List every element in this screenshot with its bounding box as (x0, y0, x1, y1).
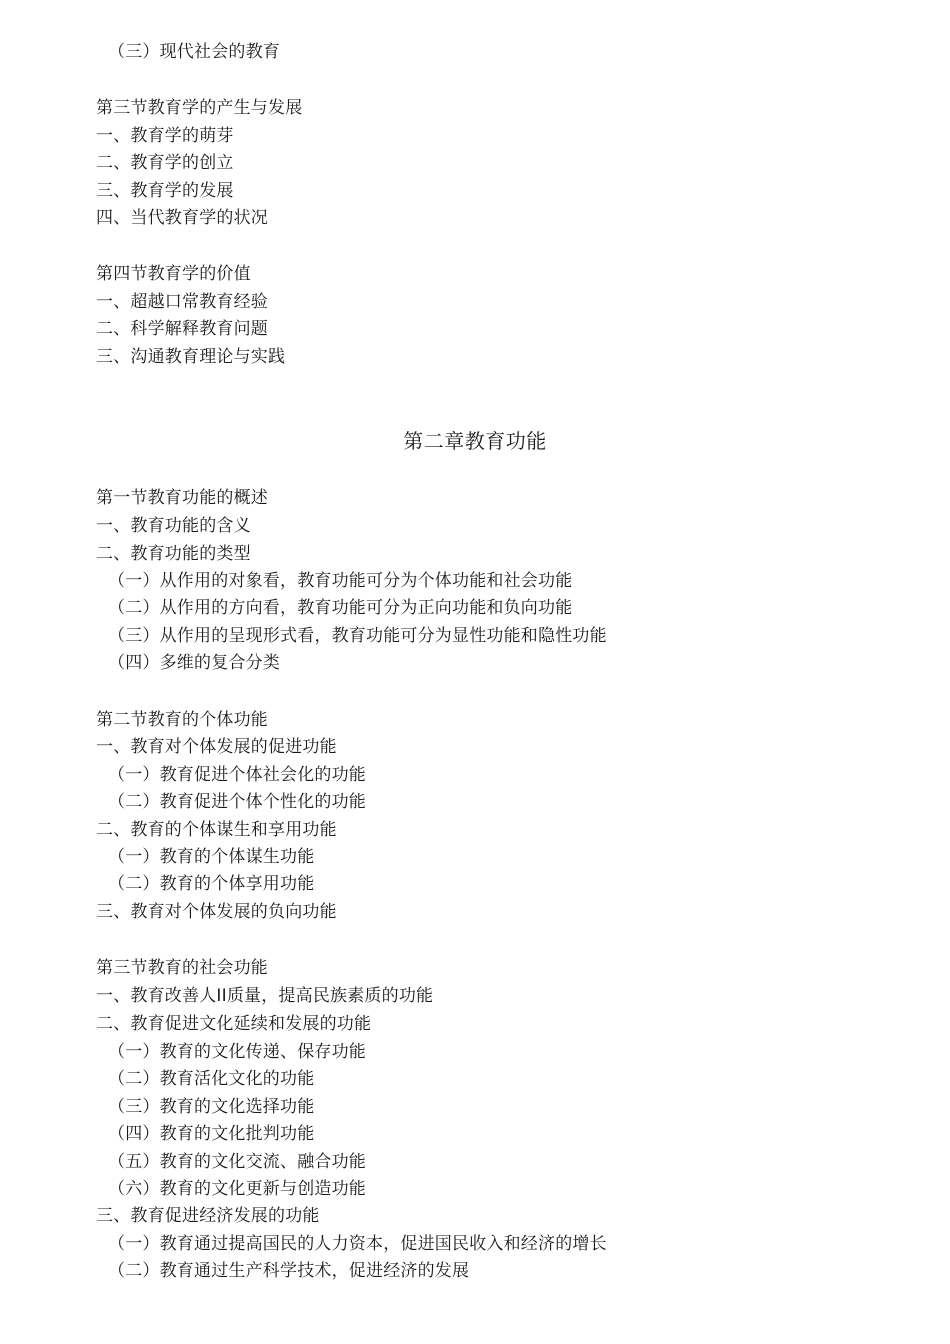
outline-subitem: （四）教育的文化批判功能 (108, 1124, 315, 1144)
section-heading: 第一节教育功能的概述 (96, 488, 268, 508)
outline-item: 一、教育改善人II质量，提高民族素质的功能 (96, 986, 434, 1006)
section-heading: 第二节教育的个体功能 (96, 710, 268, 730)
outline-subitem: （四）多维的复合分类 (108, 653, 280, 673)
outline-subitem: （一）教育促进个体社会化的功能 (108, 765, 366, 785)
section-heading: 第三节教育学的产生与发展 (96, 98, 303, 118)
chapter-title: 第二章教育功能 (403, 429, 547, 453)
outline-subitem: （三）从作用的呈现形式看，教育功能可分为显性功能和隐性功能 (108, 626, 607, 646)
outline-item: 三、教育促进经济发展的功能 (96, 1206, 320, 1226)
outline-item: 四、当代教育学的状况 (96, 208, 268, 228)
outline-item: 二、教育促进文化延续和发展的功能 (96, 1014, 372, 1034)
outline-subitem: （三）现代社会的教育 (108, 42, 280, 62)
outline-item: 一、教育对个体发展的促进功能 (96, 737, 337, 757)
outline-item: 三、教育对个体发展的负向功能 (96, 902, 337, 922)
outline-subitem: （二）教育促进个体个性化的功能 (108, 792, 366, 812)
outline-item: 二、教育功能的类型 (96, 544, 251, 564)
outline-item: 三、沟通教育理论与实践 (96, 347, 286, 367)
outline-subitem: （一）教育的文化传递、保存功能 (108, 1042, 366, 1062)
outline-subitem: （二）教育的个体享用功能 (108, 874, 315, 894)
outline-subitem: （五）教育的文化交流、融合功能 (108, 1152, 366, 1172)
outline-item: 二、教育学的创立 (96, 153, 234, 173)
section-heading: 第三节教育的社会功能 (96, 958, 268, 978)
outline-item: 二、科学解释教育问题 (96, 319, 268, 339)
outline-subitem: （三）教育的文化选择功能 (108, 1097, 315, 1117)
outline-subitem: （六）教育的文化更新与创造功能 (108, 1179, 366, 1199)
outline-item: 一、超越口常教育经验 (96, 292, 268, 312)
outline-subitem: （二）教育通过生产科学技术，促进经济的发展 (108, 1261, 470, 1281)
outline-item: 一、教育学的萌芽 (96, 126, 234, 146)
outline-subitem: （二）从作用的方向看，教育功能可分为正向功能和负向功能 (108, 598, 573, 618)
outline-subitem: （一）教育通过提高国民的人力资本，促进国民收入和经济的增长 (108, 1234, 607, 1254)
outline-item: 一、教育功能的含义 (96, 516, 251, 536)
section-heading: 第四节教育学的价值 (96, 264, 251, 284)
outline-subitem: （一）教育的个体谋生功能 (108, 847, 315, 867)
outline-subitem: （一）从作用的对象看，教育功能可分为个体功能和社会功能 (108, 571, 573, 591)
outline-item: 二、教育的个体谋生和享用功能 (96, 820, 337, 840)
outline-subitem: （二）教育活化文化的功能 (108, 1069, 315, 1089)
outline-item: 三、教育学的发展 (96, 181, 234, 201)
